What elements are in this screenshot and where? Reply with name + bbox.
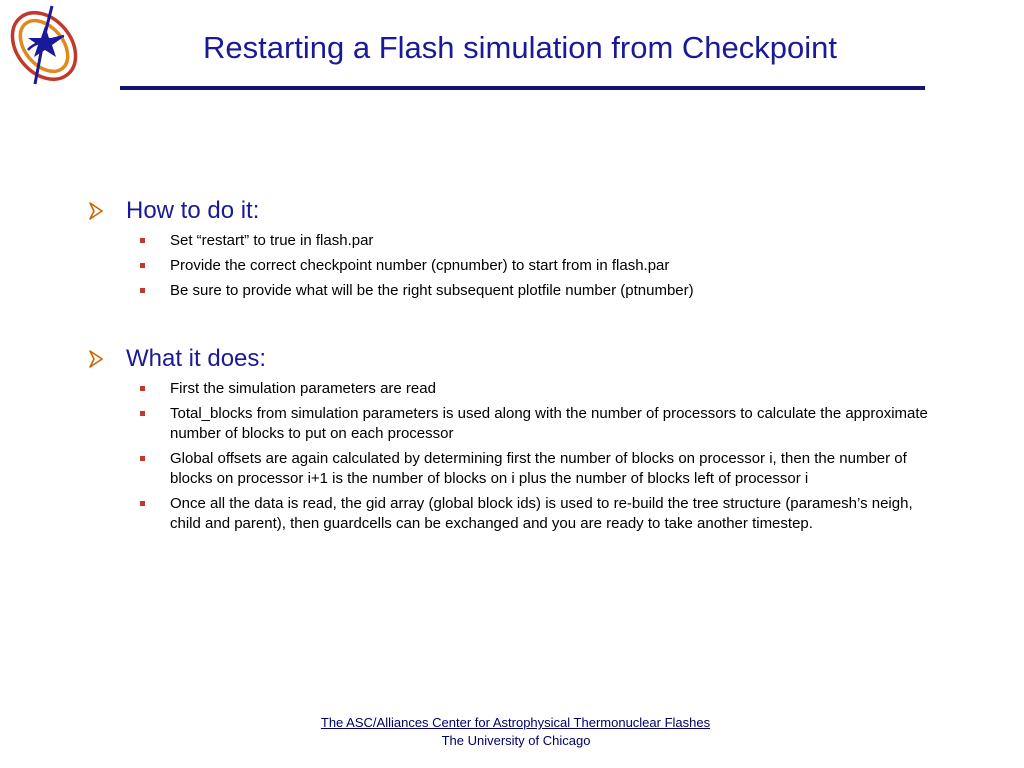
section-heading	[88, 194, 948, 228]
list-item-text: Total_blocks from simulation parameters is used along with the number of processors to calculate the approximate number of blocks to put on each processor	[170, 405, 928, 442]
bullet-list	[88, 379, 948, 534]
slide-content	[88, 194, 948, 539]
square-bullet-icon	[140, 288, 145, 293]
square-bullet-icon	[140, 386, 145, 391]
square-bullet-icon	[140, 456, 145, 461]
list-item-text: Set “restart” to true in flash.par	[170, 232, 374, 249]
square-bullet-icon	[140, 263, 145, 268]
square-bullet-icon	[140, 501, 145, 506]
slide-footer	[0, 714, 1024, 750]
flash-center-logo-icon	[8, 2, 86, 92]
list-item-text: Be sure to provide what will be the right subsequent plotfile number (ptnumber)	[170, 282, 694, 299]
list-item-text: Once all the data is read, the gid array (global block ids) is used to re-build the tree structure (paramesh’s neigh, child and parent), then guardcells can be exchanged and you are ready to take another timestep.	[170, 495, 913, 532]
footer-link[interactable]: The ASC/Alliances Center for Astrophysical Thermonuclear Flashes	[320, 715, 711, 730]
section-what-it-does	[88, 342, 948, 534]
list-item	[88, 281, 948, 301]
list-item-text: First the simulation parameters are read	[170, 380, 436, 397]
section-heading	[88, 342, 948, 376]
square-bullet-icon	[140, 411, 145, 416]
slide-title: Restarting a Flash simulation from Checkpoint	[202, 30, 838, 65]
list-item	[88, 494, 948, 534]
footer-institution: The University of Chicago	[441, 733, 591, 748]
arrow-bullet-icon	[88, 194, 126, 228]
bullet-list	[88, 231, 948, 301]
list-item	[88, 256, 948, 276]
list-item	[88, 404, 948, 444]
section-heading-text: What it does:	[126, 345, 267, 372]
title-divider	[120, 86, 925, 90]
list-item	[88, 231, 948, 251]
section-heading-text: How to do it:	[126, 197, 260, 224]
list-item-text: Provide the correct checkpoint number (cpnumber) to start from in flash.par	[170, 257, 670, 274]
section-how-to	[88, 194, 948, 301]
arrow-bullet-icon	[88, 342, 126, 376]
list-item	[88, 379, 948, 399]
list-item	[88, 449, 948, 489]
square-bullet-icon	[140, 238, 145, 243]
list-item-text: Global offsets are again calculated by determining first the number of blocks on processor i, then the number of blocks on processor i+1 is the number of blocks on i plus the number of blocks left of processor i	[170, 450, 907, 487]
